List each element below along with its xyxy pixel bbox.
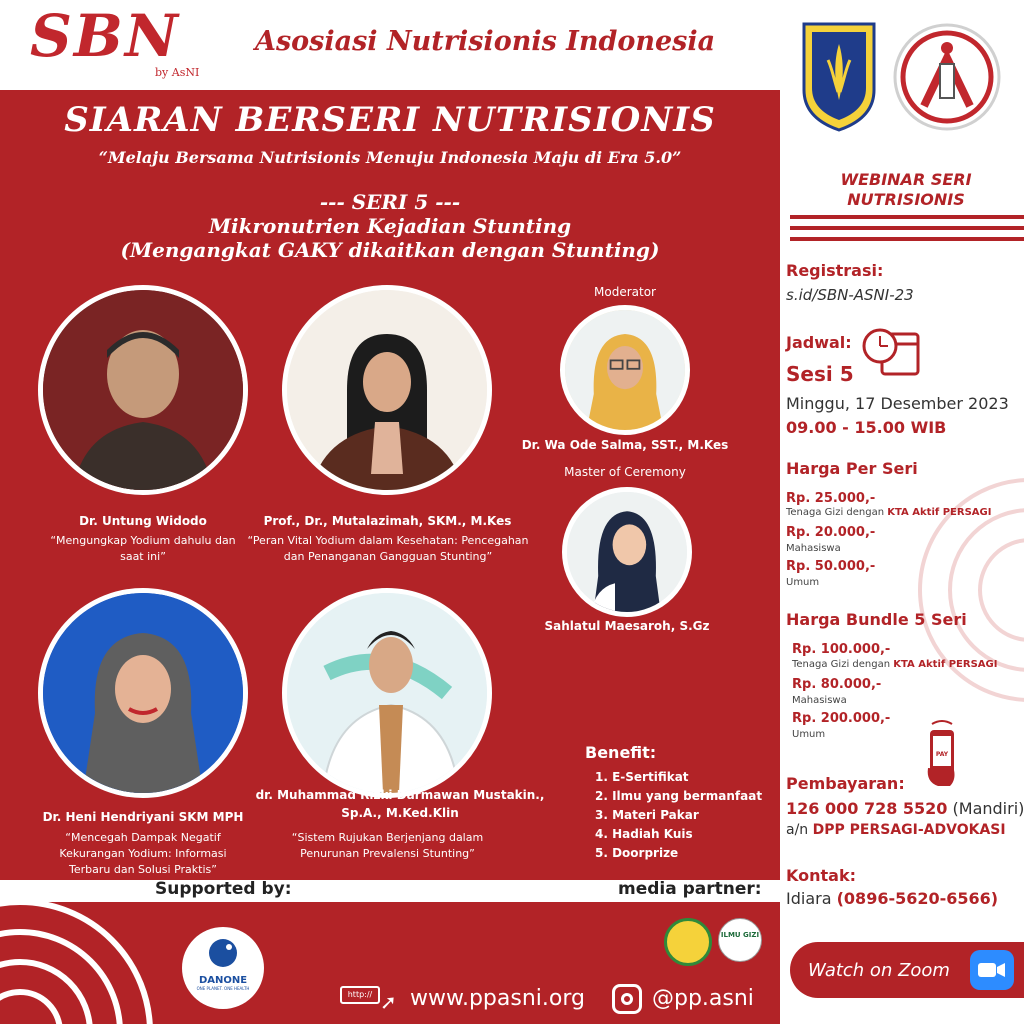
event-time: 09.00 - 15.00 WIB (786, 418, 947, 437)
org-name: Asosiasi Nutrisionis Indonesia (255, 26, 716, 57)
divider-line-3 (790, 237, 1024, 241)
speaker-photo-2 (282, 285, 492, 495)
decorative-arcs-icon (0, 902, 200, 1024)
price-bundle-3: Rp. 200.000,- (792, 711, 891, 726)
price-bundle-2-note: Mahasiswa (792, 695, 847, 706)
jadwal-label: Jadwal: (786, 333, 852, 352)
speaker-topic-1: “Mengungkap Yodium dahulu dan saat ini” (50, 534, 236, 563)
instagram-handle[interactable]: @pp.asni (652, 986, 754, 1011)
divider-line-1 (790, 215, 1024, 219)
sbn-logo-sub: by AsNI (155, 66, 200, 79)
speaker-name-4-line1: dr. Muhammad Rizki Darmawan Mustakin., (255, 788, 545, 802)
price-seri-1: Rp. 25.000,- (786, 491, 876, 506)
media-partner-logo-2: ILMU GIZI (718, 918, 762, 962)
price-seri-1-note: Tenaga Gizi dengan KTA Aktif PERSAGI (786, 507, 992, 518)
speaker-name-3: Dr. Heni Hendriyani SKM MPH (42, 810, 244, 824)
pay-phone-icon (924, 718, 960, 788)
event-topic-line2: (Mengangkat GAKY dikaitkan dengan Stunting) (120, 238, 660, 262)
instagram-icon (612, 984, 642, 1014)
registrasi-label: Registrasi: (786, 261, 884, 280)
registrasi-link[interactable]: s.id/SBN-ASNI-23 (786, 286, 914, 304)
benefit-item: 3. Materi Pakar (595, 808, 699, 822)
danone-slogan: ONE PLANET. ONE HEALTH (196, 986, 250, 991)
webinar-line1: WEBINAR SERI (840, 170, 972, 189)
clock-calendar-icon (862, 326, 920, 378)
pay-label: PAY (935, 751, 949, 758)
event-series: --- SERI 5 --- (319, 190, 461, 214)
pembayaran-label: Pembayaran: (786, 774, 905, 793)
price-seri-3-note: Umum (786, 577, 820, 588)
speaker-photo-4 (282, 588, 492, 798)
price-bundle-2: Rp. 80.000,- (792, 677, 882, 692)
price-seri-2-note: Mahasiswa (786, 543, 841, 554)
mc-photo (562, 487, 692, 617)
kontak-info: Idiara (0896-5620-6566) (786, 889, 999, 908)
price-bundle-1: Rp. 100.000,- (792, 642, 891, 657)
watch-on-zoom-label: Watch on Zoom (808, 960, 950, 981)
harga-seri-label: Harga Per Seri (786, 459, 918, 478)
persagi-logo (798, 20, 880, 132)
price-bundle-3-note: Umum (792, 729, 826, 740)
event-date: Minggu, 17 Desember 2023 (786, 394, 1009, 413)
speaker-topic-4: “Sistem Rujukan Berjenjang dalam Penurunan Prevalensi Stunting” (291, 831, 484, 860)
website-link[interactable]: www.ppasni.org (410, 986, 585, 1011)
mc-name: Sahlatul Maesaroh, S.Gz (544, 619, 710, 633)
event-topic-line1: Mikronutrien Kejadian Stunting (208, 214, 572, 238)
media-partner-logo-1 (664, 918, 712, 966)
supported-by-label: Supported by: (155, 879, 292, 899)
speaker-topic-3: “Mencegah Dampak Negatif Kekurangan Yodium: Informasi Terbaru dan Solusi Praktis” (59, 831, 227, 876)
price-seri-2: Rp. 20.000,- (786, 525, 876, 540)
moderator-role: Moderator (594, 285, 656, 299)
benefit-title: Benefit: (585, 743, 657, 762)
sbn-logo: SBN (30, 2, 180, 70)
benefit-item: 5. Doorprize (595, 846, 679, 860)
harga-bundle-label: Harga Bundle 5 Seri (786, 610, 967, 629)
speaker-photo-1 (38, 285, 248, 495)
account-number: 126 000 728 5520 (Mandiri) (786, 799, 1024, 818)
speaker-photo-3 (38, 588, 248, 798)
speaker-name-4-line2: Sp.A., M.Ked.Klin (341, 806, 459, 820)
benefit-item: 4. Hadiah Kuis (595, 827, 693, 841)
mc-role: Master of Ceremony (564, 465, 686, 479)
moderator-photo (560, 305, 690, 435)
event-tagline: “Melaju Bersama Nutrisionis Menuju Indonesia Maju di Era 5.0” (98, 148, 682, 167)
sesi-label: Sesi 5 (786, 362, 854, 386)
benefit-list (595, 768, 762, 863)
moderator-name: Dr. Wa Ode Salma, SST., M.Kes (521, 438, 729, 452)
cursor-icon: ➚ (380, 990, 397, 1014)
right-decor-arcs-icon (900, 380, 1024, 800)
benefit-item: 2. Ilmu yang bermanfaat (595, 789, 763, 803)
benefit-item: 1. E-Sertifikat (595, 770, 689, 784)
http-icon: http:// (340, 986, 380, 1004)
speaker-name-2: Prof., Dr., Mutalazimah, SKM., M.Kes (263, 514, 512, 528)
webinar-line2: NUTRISIONIS (847, 190, 965, 209)
danone-name: DANONE (198, 975, 248, 986)
price-seri-3: Rp. 50.000,- (786, 559, 876, 574)
account-name: a/n DPP PERSAGI-ADVOKASI (786, 822, 1006, 838)
media-partner-label: media partner: (618, 879, 762, 899)
price-bundle-1-note: Tenaga Gizi dengan KTA Aktif PERSAGI (792, 659, 998, 670)
zoom-icon (970, 950, 1014, 990)
danone-logo (182, 927, 264, 1009)
speaker-topic-2: “Peran Vital Yodium dalam Kesehatan: Pencegahan dan Penanganan Gangguan Stunting” (247, 534, 529, 563)
divider-line-2 (790, 226, 1024, 230)
speaker-name-1: Dr. Untung Widodo (79, 514, 207, 528)
event-title: SIARAN BERSERI NUTRISIONIS (64, 100, 716, 140)
asni-logo (892, 22, 1002, 132)
kontak-label: Kontak: (786, 866, 856, 885)
